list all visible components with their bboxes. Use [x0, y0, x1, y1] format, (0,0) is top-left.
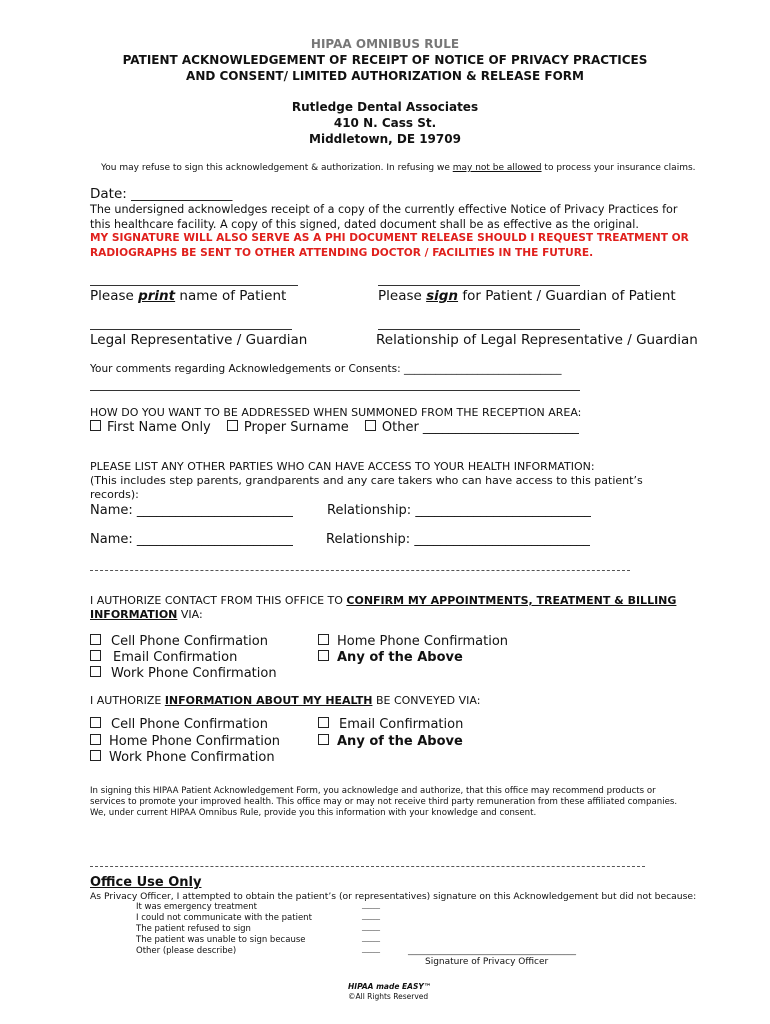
first-name-option[interactable]: First Name Only: [90, 420, 211, 435]
privacy-officer-signature-line[interactable]: __________________________________________: [408, 946, 576, 955]
health-cell-option[interactable]: Cell Phone Confirmation: [90, 717, 268, 732]
reason-other: Other (please describe): [136, 946, 237, 956]
office-intro: As Privacy Officer, I attempted to obtain the patient’s (or representatives) signature on this Acknowledgement but did not because:: [90, 891, 697, 902]
refusal-notice: You may refuse to sign this acknowledgement & authorization. In refusing we may not be allowed to process your insurance claims.: [101, 163, 696, 173]
practice-name: Rutledge Dental Associates: [291, 100, 479, 114]
checkbox[interactable]: [90, 650, 101, 661]
office-use-title: Office Use Only: [90, 875, 202, 890]
legal-rep-label: Legal Representative / Guardian: [90, 332, 308, 348]
surname-option[interactable]: Proper Surname: [227, 420, 349, 435]
reason-blank-2[interactable]: ______: [362, 913, 380, 920]
print-name-label: Please print name of Patient: [90, 288, 287, 304]
party-relationship-1[interactable]: Relationship: ___________________________: [327, 503, 591, 518]
parties-heading: PLEASE LIST ANY OTHER PARTIES WHO CAN HAVE ACCESS TO YOUR HEALTH INFORMATION:: [90, 460, 595, 473]
practice-address1: 410 N. Cass St.: [333, 116, 437, 130]
reason-refused: The patient refused to sign: [136, 924, 251, 934]
contact-auth-line2: INFORMATION VIA:: [90, 608, 203, 621]
checkbox[interactable]: [318, 717, 329, 728]
reason-communicate: I could not communicate with the patient: [136, 913, 312, 923]
relationship-line[interactable]: [378, 329, 580, 330]
address-question: HOW DO YOU WANT TO BE ADDRESSED WHEN SUMMONED FROM THE RECEPTION AREA:: [90, 406, 582, 419]
patient-name-line[interactable]: [90, 285, 298, 286]
parties-note: (This includes step parents, grandparents and any care takers who can have access to this patient’s: [90, 474, 643, 487]
party-name-2[interactable]: Name: ________________________: [90, 532, 293, 547]
contact-cell-option[interactable]: Cell Phone Confirmation: [90, 634, 268, 649]
checkbox[interactable]: [90, 420, 101, 431]
checkbox[interactable]: [318, 734, 329, 745]
contact-home-option[interactable]: Home Phone Confirmation: [318, 634, 508, 649]
checkbox[interactable]: [90, 750, 101, 761]
legal-rep-line[interactable]: [90, 329, 292, 330]
party-relationship-2[interactable]: Relationship: ___________________________: [326, 532, 590, 547]
health-work-option[interactable]: Work Phone Confirmation: [90, 750, 275, 765]
health-email-option[interactable]: Email Confirmation: [318, 717, 463, 732]
privacy-officer-signature-label: Signature of Privacy Officer: [425, 957, 549, 967]
disclaimer-line2: services to promote your improved health. This office may or may not receive third party remuneration from these affiliated companies.: [90, 797, 678, 807]
patient-signature-line[interactable]: [378, 285, 580, 286]
checkbox[interactable]: [365, 420, 376, 431]
address-options: [90, 420, 579, 435]
section-divider: [90, 570, 630, 571]
checkbox[interactable]: [90, 666, 101, 677]
checkbox[interactable]: [318, 650, 329, 661]
checkbox[interactable]: [318, 634, 329, 645]
party-name-1[interactable]: Name: ________________________: [90, 503, 293, 518]
footer-brand: HIPAA made EASY™: [348, 982, 432, 991]
practice-address2: Middletown, DE 19709: [309, 132, 461, 146]
footer-rights: ©All Rights Reserved: [348, 992, 429, 1001]
form-title-line2: AND CONSENT/ LIMITED AUTHORIZATION & RELEASE FORM: [186, 69, 584, 83]
reason-emergency: It was emergency treatment: [136, 902, 257, 912]
disclaimer-line3: We, under current HIPAA Omnibus Rule, provide you this information with your knowledge and consent.: [90, 808, 537, 818]
reason-unable: The patient was unable to sign because: [136, 935, 306, 945]
checkbox[interactable]: [90, 734, 101, 745]
health-any-option[interactable]: Any of the Above: [318, 734, 463, 749]
release-notice-line2: RADIOGRAPHS BE SENT TO OTHER ATTENDING DOCTOR / FACILITIES IN THE FUTURE.: [90, 247, 594, 259]
comments-line2[interactable]: [90, 390, 580, 391]
reason-blank-3[interactable]: ______: [362, 924, 380, 931]
form-title-line1: PATIENT ACKNOWLEDGEMENT OF RECEIPT OF NOTICE OF PRIVACY PRACTICES: [122, 53, 648, 67]
ack-line1: The undersigned acknowledges receipt of a copy of the currently effective Notice of Privacy Practices for: [90, 203, 678, 216]
contact-work-option[interactable]: Work Phone Confirmation: [90, 666, 277, 681]
date-field[interactable]: Date: _______________: [90, 186, 233, 202]
contact-email-option[interactable]: Email Confirmation: [90, 650, 237, 665]
sign-label: Please sign for Patient / Guardian of Patient: [378, 288, 676, 304]
checkbox[interactable]: [227, 420, 238, 431]
health-home-option[interactable]: Home Phone Confirmation: [90, 734, 280, 749]
rule-heading: HIPAA OMNIBUS RULE: [310, 37, 460, 51]
relationship-label: Relationship of Legal Representative / Guardian: [376, 332, 698, 348]
checkbox[interactable]: [90, 634, 101, 645]
comments-field[interactable]: Your comments regarding Acknowledgements or Consents: ______________________________: [90, 363, 562, 375]
health-auth-line: I AUTHORIZE INFORMATION ABOUT MY HEALTH BE CONVEYED VIA:: [90, 694, 481, 707]
ack-line2: this healthcare facility. A copy of this signed, dated document shall be as effective as the original.: [90, 218, 639, 231]
contact-any-option[interactable]: Any of the Above: [318, 650, 463, 665]
checkbox[interactable]: [90, 717, 101, 728]
office-divider: [90, 866, 645, 867]
reason-blank-4[interactable]: ______: [362, 935, 380, 942]
release-notice-line1: MY SIGNATURE WILL ALSO SERVE AS A PHI DOCUMENT RELEASE SHOULD I REQUEST TREATMENT OR: [90, 232, 689, 244]
other-option[interactable]: Other ________________________: [365, 420, 579, 435]
parties-note-cont: records):: [90, 488, 139, 501]
disclaimer-line1: In signing this HIPAA Patient Acknowledgement Form, you acknowledge and authorize, that this office may recommend products or: [90, 786, 656, 796]
reason-blank-5[interactable]: ______: [362, 946, 380, 953]
contact-auth-line1: I AUTHORIZE CONTACT FROM THIS OFFICE TO CONFIRM MY APPOINTMENTS, TREATMENT & BILLING: [90, 594, 677, 607]
reason-blank-1[interactable]: ______: [362, 902, 380, 909]
